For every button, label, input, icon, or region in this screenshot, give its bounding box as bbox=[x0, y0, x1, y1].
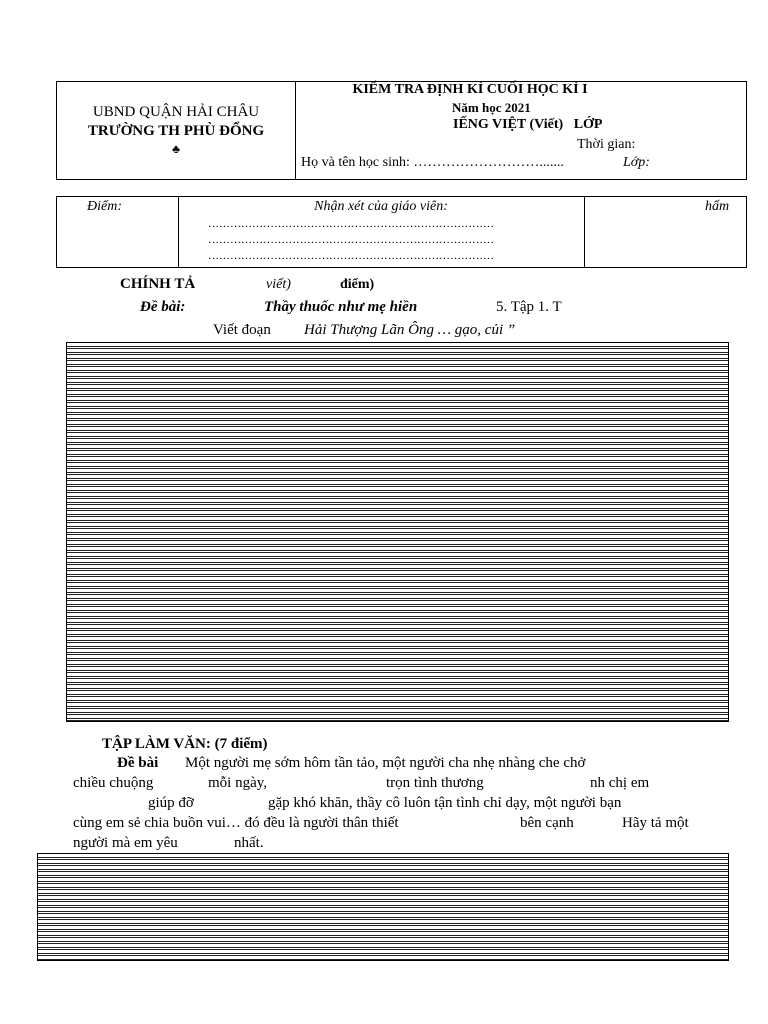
composition-prompt-label: Đề bài bbox=[117, 755, 159, 771]
composition-line-5b: nhất. bbox=[234, 835, 264, 851]
dictation-instruction-prefix: Viết đoạn bbox=[213, 322, 271, 338]
composition-writing-area[interactable] bbox=[37, 853, 729, 961]
score-label: Điểm: bbox=[87, 199, 122, 214]
dictation-prompt-label: Đề bài: bbox=[140, 299, 186, 315]
comment-label: Nhận xét của giáo viên: bbox=[314, 199, 448, 214]
school-name: TRƯỜNG TH PHÙ ĐỔNG bbox=[87, 123, 265, 139]
composition-line-2b: mỗi ngày, bbox=[208, 775, 268, 791]
grader-divider bbox=[584, 197, 585, 267]
school-year: Năm học 2021 bbox=[452, 100, 531, 115]
dictation-prompt-title: Thầy thuốc như mẹ hiền bbox=[264, 299, 418, 315]
composition-line-4c: Hãy tả một bbox=[622, 815, 689, 831]
comment-dots-1: …………………………………………………………………… bbox=[208, 218, 494, 230]
composition-line-3a: giúp đỡ bbox=[148, 795, 194, 811]
composition-line-2c: trọn tình thương bbox=[386, 775, 484, 791]
district-name: UBND QUẬN HẢI CHÂU bbox=[92, 104, 260, 120]
subject: IẾNG VIỆT (Viết) LỚP bbox=[453, 117, 603, 132]
composition-line-4a: cùng em sẻ chia buồn vui… đó đều là người thân thiết bbox=[73, 815, 399, 831]
dictation-heading: CHÍNH TẢ bbox=[120, 276, 196, 292]
dictation-heading-note: viết) bbox=[266, 277, 291, 292]
composition-line-3b: gặp khó khăn, thầy cô luôn tận tình chỉ dạy, một người bạn bbox=[268, 795, 622, 811]
club-symbol: ♣ bbox=[172, 142, 180, 156]
student-name-label: Họ và tên học sinh: ………………………....... bbox=[301, 155, 564, 170]
composition-heading: TẬP LÀM VĂN: (7 điểm) bbox=[102, 736, 268, 752]
comment-dots-2: …………………………………………………………………… bbox=[208, 234, 494, 246]
composition-line-4b: bên cạnh bbox=[520, 815, 574, 831]
dictation-prompt-ref: 5. Tập 1. T bbox=[496, 299, 562, 315]
composition-line-2a: chiều chuộng bbox=[73, 775, 154, 791]
dictation-heading-points: điểm) bbox=[340, 277, 375, 292]
composition-line-1: Một người mẹ sớm hôm tần tảo, một người cha nhẹ nhàng che chở bbox=[185, 755, 586, 771]
score-table bbox=[56, 196, 747, 268]
dictation-instruction-quote: Hải Thượng Lãn Ông … gạo, củi ” bbox=[304, 322, 516, 338]
comment-dots-3: …………………………………………………………………… bbox=[208, 250, 494, 262]
dictation-writing-area[interactable] bbox=[66, 342, 729, 722]
composition-line-5a: người mà em yêu bbox=[73, 835, 178, 851]
class-label: Lớp: bbox=[623, 155, 650, 170]
header-box bbox=[56, 81, 747, 180]
composition-line-2d: nh chị em bbox=[590, 775, 650, 791]
grader-label: hấm bbox=[705, 199, 730, 214]
time-label: Thời gian: bbox=[577, 137, 636, 152]
exam-title: KIỂM TRA ĐỊNH KÌ CUỐI HỌC KÌ I bbox=[352, 82, 588, 97]
